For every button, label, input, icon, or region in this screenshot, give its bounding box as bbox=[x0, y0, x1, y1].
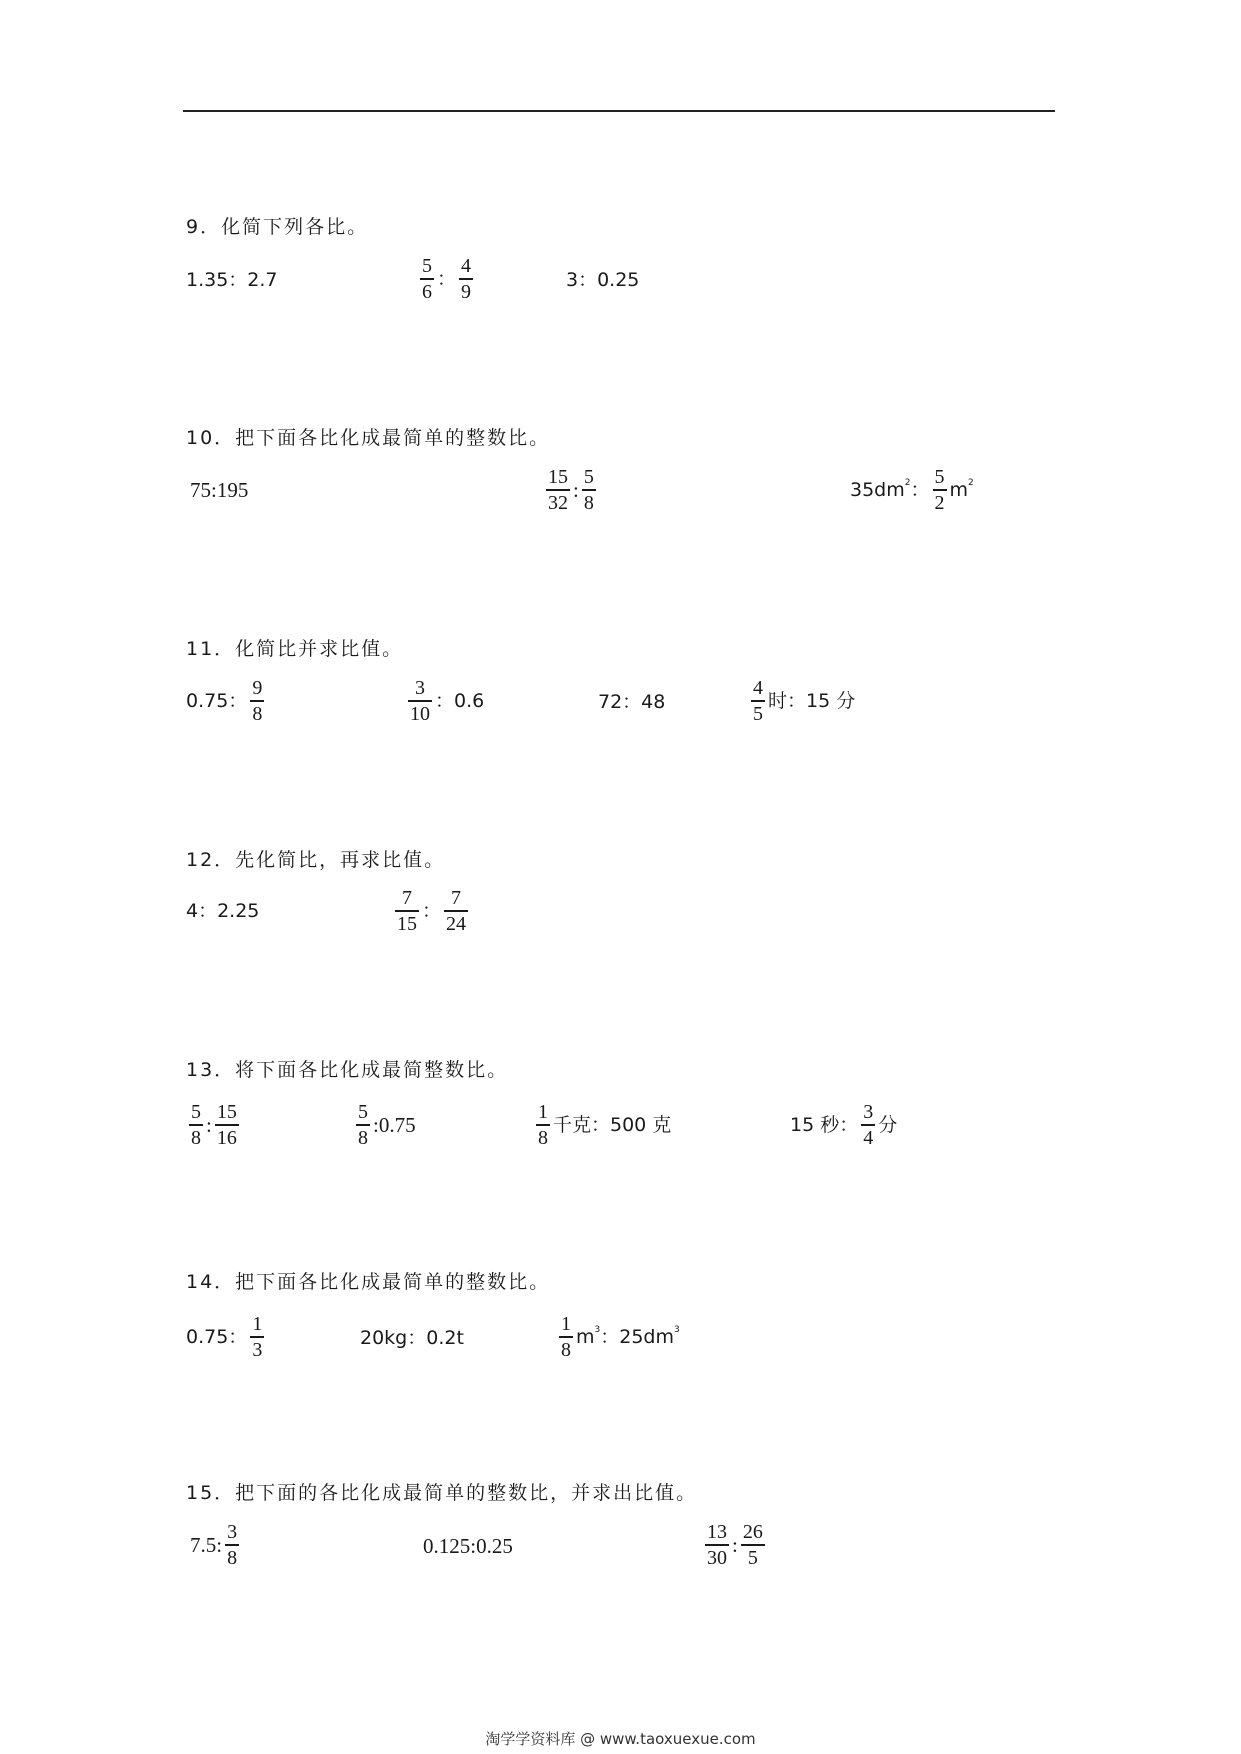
q11-expr-3: 72：48 bbox=[598, 691, 666, 713]
question-12-title: 12．先化简比，再求比值。 bbox=[186, 849, 446, 871]
q14-expr-1: 0.75： $\frac{1}{3}$ bbox=[186, 1313, 263, 1361]
question-9-title: 9．化简下列各比。 bbox=[186, 216, 369, 238]
q14-expr-3: $\frac{1}{8}$ m $^3$ ：25dm $^3$ bbox=[561, 1313, 680, 1361]
header-rule bbox=[183, 110, 1055, 112]
q10-expr-1: 75:195 bbox=[190, 478, 249, 502]
question-15-title: 15．把下面的各比化成最简单的整数比，并求出比值。 bbox=[186, 1482, 698, 1504]
q15-expr-2: 0.125:0.25 bbox=[423, 1534, 513, 1558]
q11-expr-1: 0.75： $\frac{9}{8}$ bbox=[186, 677, 263, 725]
question-13-title: 13．将下面各比化成最简整数比。 bbox=[186, 1059, 509, 1081]
q10-expr-2: $\frac{15}{32}$ : $\frac{5}{8}$ bbox=[548, 466, 594, 514]
q11-expr-2: $\frac{3}{10}$ ：0.6 bbox=[410, 677, 485, 725]
question-14-title: 14．把下面各比化成最简单的整数比。 bbox=[186, 1271, 551, 1293]
q10-expr-3: 35dm $^2$ ： $\frac{5}{2}$ m $^2$ bbox=[850, 466, 974, 514]
q13-expr-4: 15 秒： $\frac{3}{4}$ 分 bbox=[790, 1101, 898, 1149]
q13-expr-1: $\frac{5}{8}$ : $\frac{15}{16}$ bbox=[191, 1101, 237, 1149]
question-10-title: 10．把下面各比化成最简单的整数比。 bbox=[186, 427, 551, 449]
q9-expr-1: 1.35：2.7 bbox=[186, 269, 278, 291]
q9-expr-2: $\frac{5}{6}$ ： $\frac{4}{9}$ bbox=[422, 255, 472, 303]
q15-expr-1: 7.5: $\frac{3}{8}$ bbox=[190, 1521, 238, 1569]
q13-expr-3: $\frac{1}{8}$ 千克：500 克 bbox=[538, 1101, 672, 1149]
q15-expr-3: $\frac{13}{30}$ : $\frac{26}{5}$ bbox=[707, 1521, 763, 1569]
q13-expr-2: $\frac{5}{8}$ :0.75 bbox=[358, 1101, 416, 1149]
q11-expr-4: $\frac{4}{5}$ 时：15 分 bbox=[753, 677, 856, 725]
question-11-title: 11．化简比并求比值。 bbox=[186, 638, 404, 660]
q12-expr-1: 4：2.25 bbox=[186, 900, 260, 922]
q14-expr-2: 20kg：0.2t bbox=[360, 1327, 464, 1349]
footer-watermark: 淘学学资料库 @ www.taoxuexue.com bbox=[485, 1730, 756, 1748]
q12-expr-2: $\frac{7}{15}$ ： $\frac{7}{24}$ bbox=[397, 887, 467, 935]
q9-expr-3: 3：0.25 bbox=[566, 269, 640, 291]
